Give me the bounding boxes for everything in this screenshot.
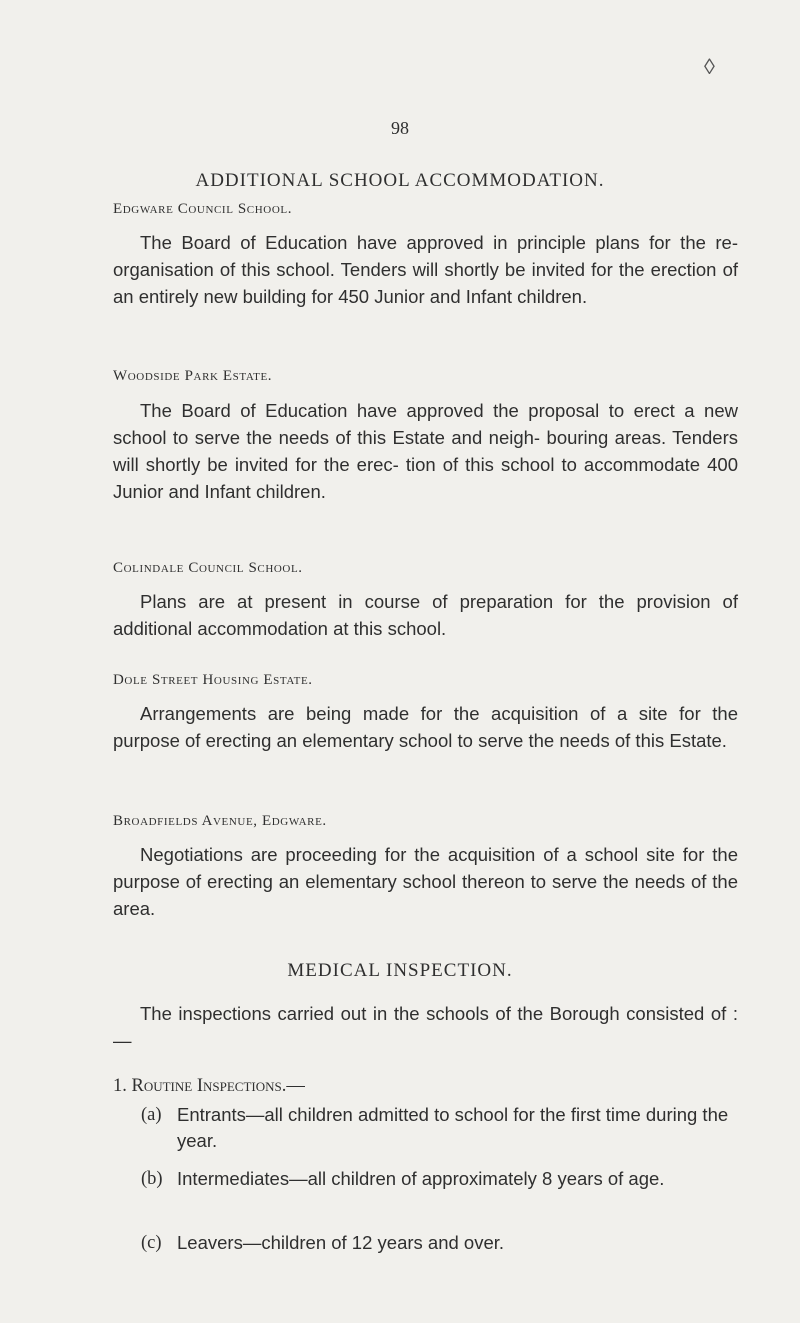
list-item-intermediates xyxy=(141,1166,741,1192)
list-label-b: (b) xyxy=(141,1169,163,1189)
paragraph-edgware-council-school: The Board of Education have approved in principle plans for the re-organisation of this school. Tenders will shortly be invited for the erection of an entirely new building for 450 Junior and Infant children. xyxy=(113,232,738,307)
list-item-entrants xyxy=(141,1102,741,1154)
paragraph-woodside-park-estate: The Board of Education have approved the proposal to erect a new school to serve the needs of this Estate and neigh- bouring areas. Tenders will shortly be invited for the erec- tion of this school to accommodate 400 Junior and Infant children. xyxy=(113,400,738,502)
subheading-colindale-council-school: Colindale Council School. xyxy=(113,560,303,576)
list-label-c: (c) xyxy=(141,1233,162,1253)
section-heading-medical-inspection: MEDICAL INSPECTION. xyxy=(287,960,513,981)
subheading-woodside-park-estate: Woodside Park Estate. xyxy=(113,368,273,384)
corner-mark: ◊ xyxy=(704,54,715,79)
list-text-entrants: Entrants—all children admitted to school for the first time during the year. xyxy=(177,1104,729,1151)
paragraph-broadfields-avenue: Negotiations are proceeding for the acquisition of a school site for the purpose of erecting an elementary school thereon to serve the needs of the area. xyxy=(113,844,738,919)
subheading-dole-street-housing-estate: Dole Street Housing Estate. xyxy=(113,672,313,688)
list-item-routine-inspections: 1. Routine Inspections.— xyxy=(113,1076,305,1096)
list-label-a: (a) xyxy=(141,1105,162,1125)
subheading-edgware-council-school: Edgware Council School. xyxy=(113,201,293,217)
paragraph-colindale-council-school: Plans are at present in course of preparation for the provision of additional accommodation at this school. xyxy=(113,591,738,639)
paragraph-dole-street-housing-estate: Arrangements are being made for the acquisition of a site for the purpose of erecting an elementary school to serve the needs of this Estate. xyxy=(113,703,738,751)
list-item-leavers xyxy=(141,1230,741,1256)
list-text-intermediates: Intermediates—all children of approximately 8 years of age. xyxy=(177,1168,665,1189)
list-text-leavers: Leavers—children of 12 years and over. xyxy=(177,1232,505,1253)
section-heading-accommodation: ADDITIONAL SCHOOL ACCOMMODATION. xyxy=(195,170,605,191)
paragraph-inspections-intro: The inspections carried out in the schools of the Borough consisted of :— xyxy=(113,1003,738,1051)
subheading-broadfields-avenue: Broadfields Avenue, Edgware. xyxy=(113,813,327,829)
page-number: 98 xyxy=(391,118,409,138)
